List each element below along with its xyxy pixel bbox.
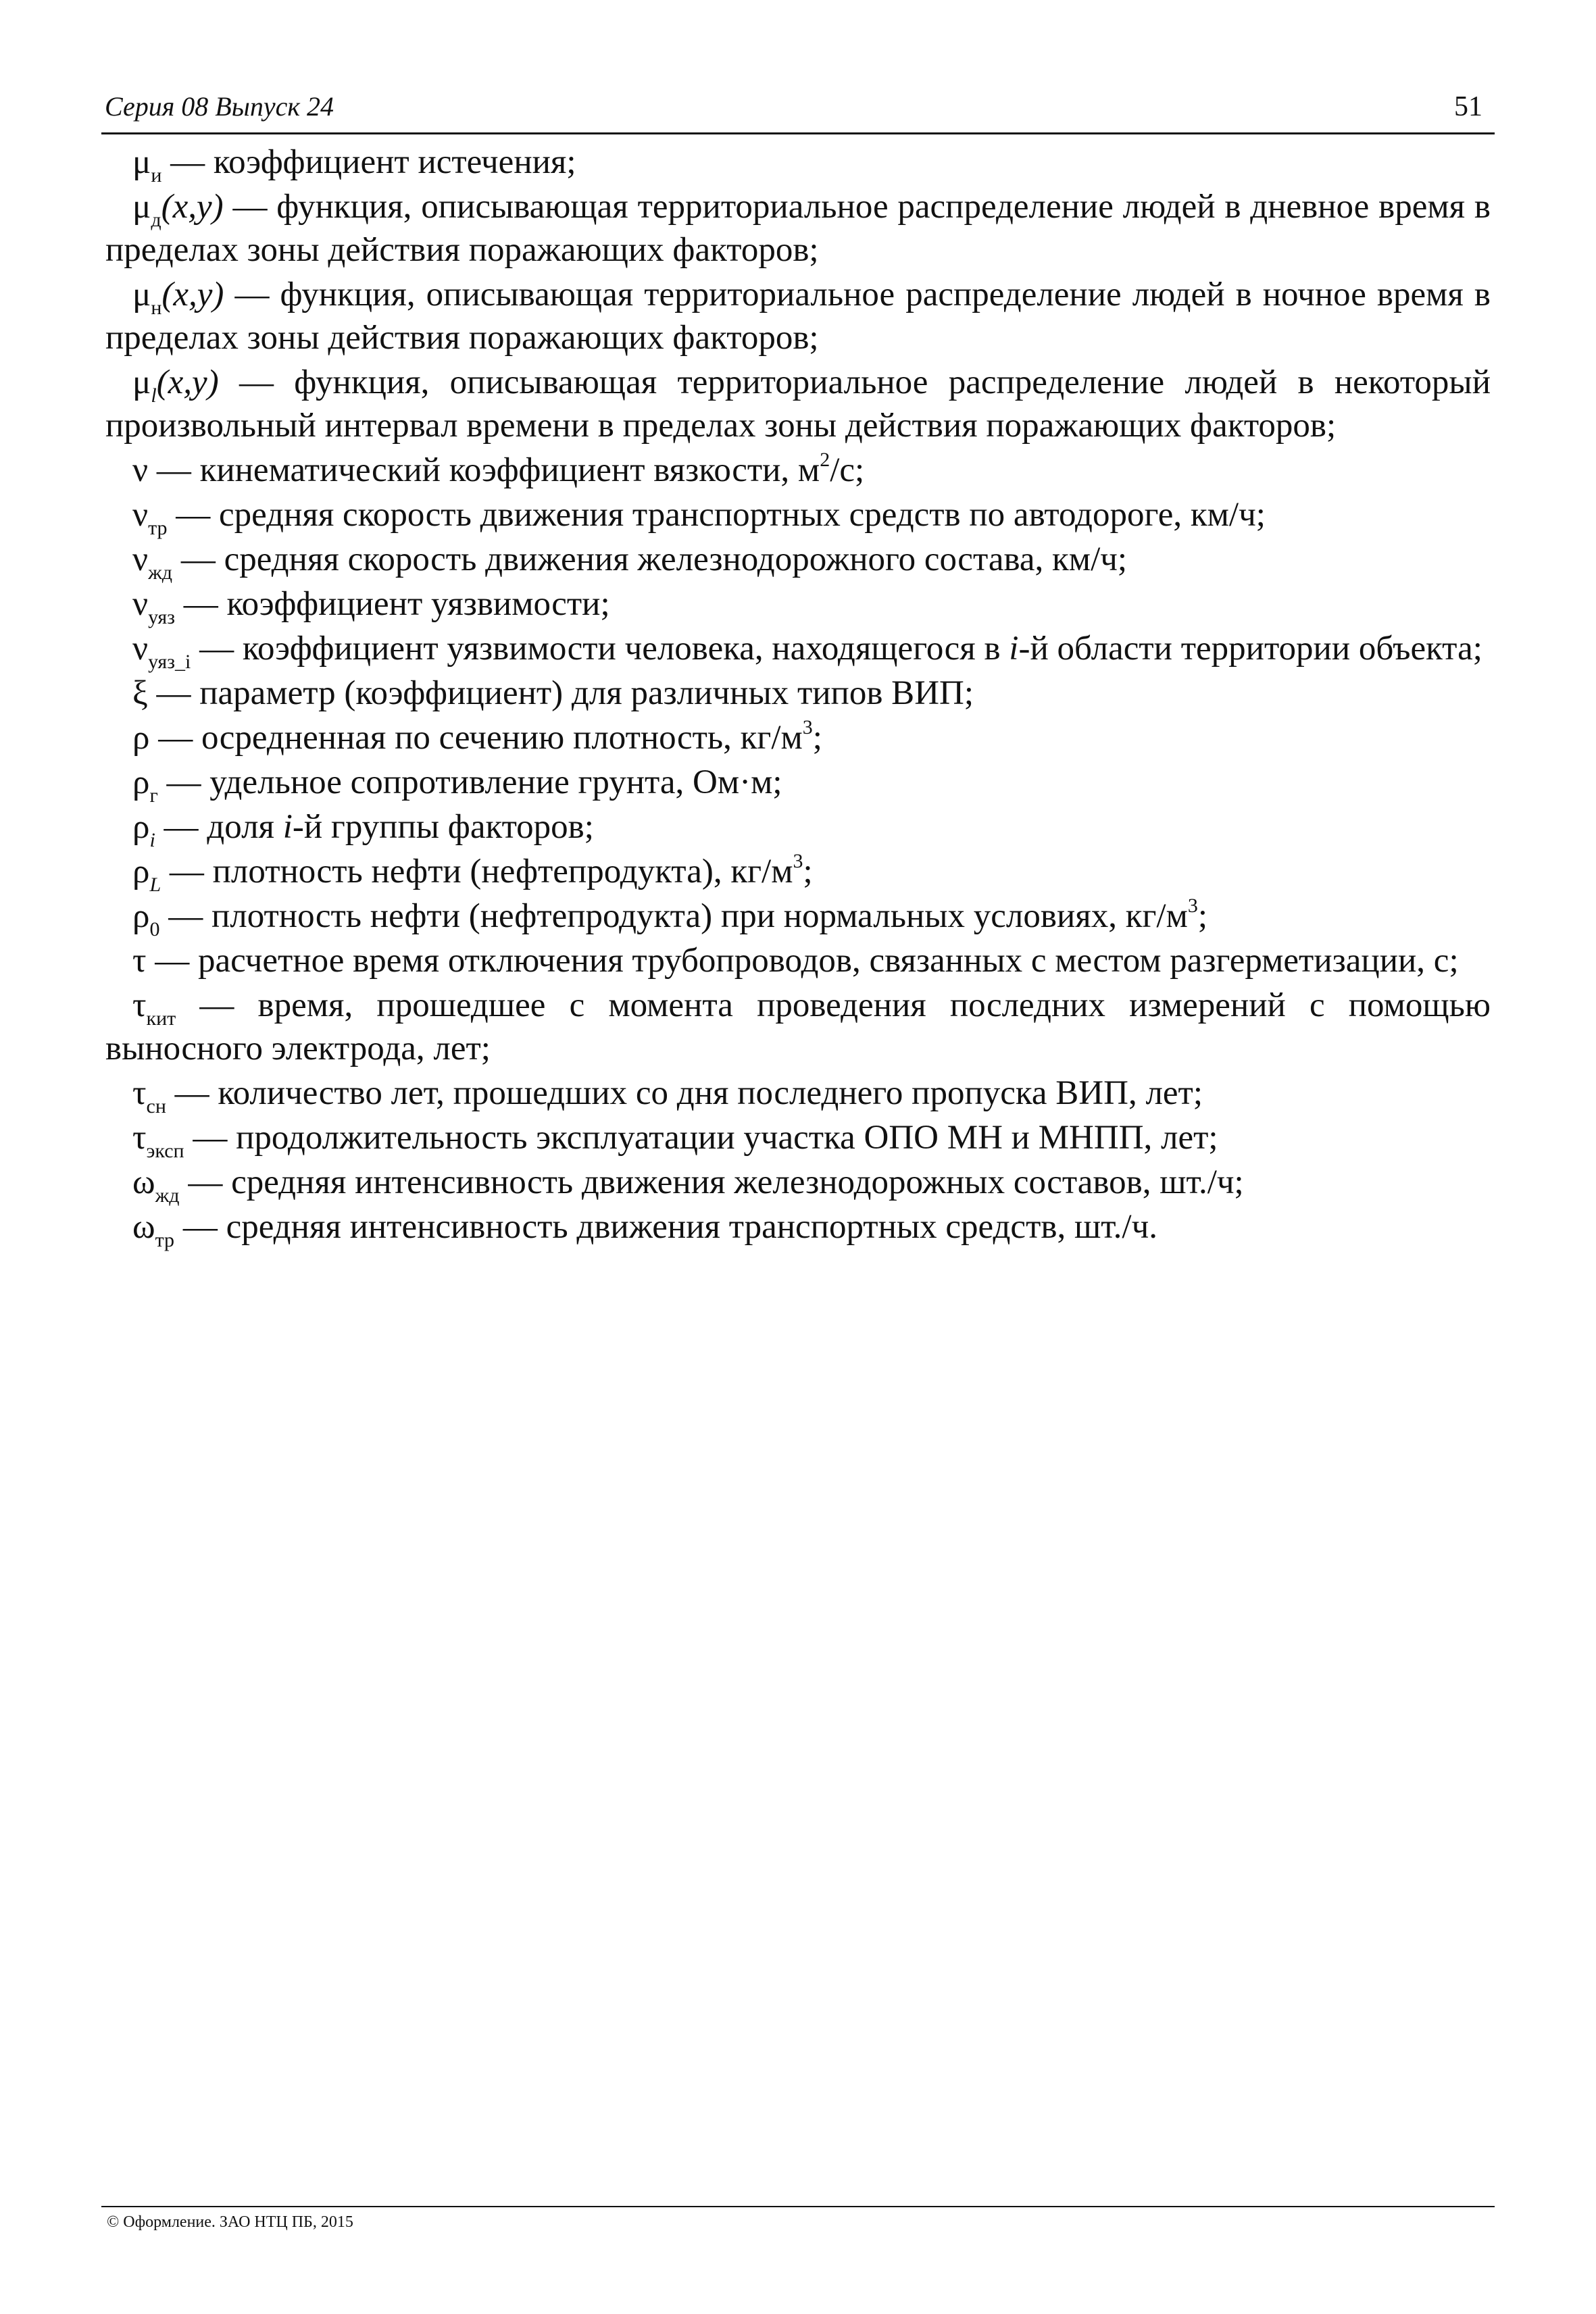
definition-item: $\mu_и$ — коэффициент истечения; xyxy=(132,143,576,186)
definition-item: τ — расчетное время отключения трубопроводов, связанных с местом разгерметизации, с; xyxy=(132,942,1459,980)
definition-item: $\rho_i$ — доля i-й группы факторов; xyxy=(132,808,594,851)
definition-item: $\mu_н(x,y)$ — функция, описывающая территориальное распределение людей в ночное время в пределах зоны действия поражающих факторов; xyxy=(105,276,1491,357)
definition-item: $\rho_0$ — плотность нефти (нефтепродукта) при нормальных условиях, $кг/м^3$; xyxy=(132,895,1208,940)
definition-item: ρ — осредненная по сечению плотность, $кг/м^3$; xyxy=(132,716,822,757)
definition-item: ξ — параметр (коэффициент) для различных типов ВИП; xyxy=(132,674,974,712)
footer-rule xyxy=(101,2206,1495,2207)
definition-item: $\nu_{тр}$ — средняя скорость движения транспортных средств по автодороге, км/ч; xyxy=(132,496,1266,539)
definition-item: $\tau_{сн}$ — количество лет, прошедших со дня последнего пропуска ВИП, лет; xyxy=(132,1074,1203,1117)
page-number: 51 xyxy=(1454,91,1482,122)
definition-item: $\rho_L$ — плотность нефти (нефтепродукта), $кг/м^3$; xyxy=(132,850,813,896)
definition-item: $\nu_{жд}$ — средняя скорость движения железнодорожного состава, км/ч; xyxy=(132,540,1128,584)
definition-item: $\nu_{уяз\_i}$ — коэффициент уязвимости человека, находящегося в i-й области территории объекта; xyxy=(132,630,1482,673)
definition-item: $\omega_{тр}$ — средняя интенсивность движения транспортных средств, шт./ч. xyxy=(132,1208,1157,1251)
footer-copyright: © Оформление. ЗАО НТЦ ПБ, 2015 xyxy=(107,2213,353,2231)
definition-item: $\tau_{эксп}$ — продолжительность эксплуатации участка ОПО МН и МНПП, лет; xyxy=(132,1119,1218,1162)
definitions-list xyxy=(105,141,1491,1249)
series-title: Серия 08 Выпуск 24 xyxy=(105,91,334,122)
definition-item: ν — кинематический коэффициент вязкости, $м^2/с$; xyxy=(132,449,865,489)
definition-item: $\rho_г$ — удельное сопротивление грунта, Ом·м; xyxy=(132,763,782,807)
definition-item: $\mu_д(x,y)$ — функция, описывающая территориальное распределение людей в дневное время в пределах зоны действия поражающих факторов; xyxy=(105,188,1491,269)
header-rule xyxy=(101,132,1495,134)
definition-item: $\nu_{уяз}$ — коэффициент уязвимости; xyxy=(132,585,610,628)
definition-item: $\omega_{жд}$ — средняя интенсивность движения железнодорожных составов, шт./ч; xyxy=(132,1163,1244,1207)
definition-item: $\tau_{кит}$ — время, прошедшее с момента проведения последних измерений с помощью выносного электрода, лет; xyxy=(105,986,1491,1067)
definition-item: $\mu_l(x,y)$ — функция, описывающая территориальное распределение людей в некоторый произвольный интервал времени в пределах зоны действия поражающих факторов; xyxy=(105,363,1491,445)
